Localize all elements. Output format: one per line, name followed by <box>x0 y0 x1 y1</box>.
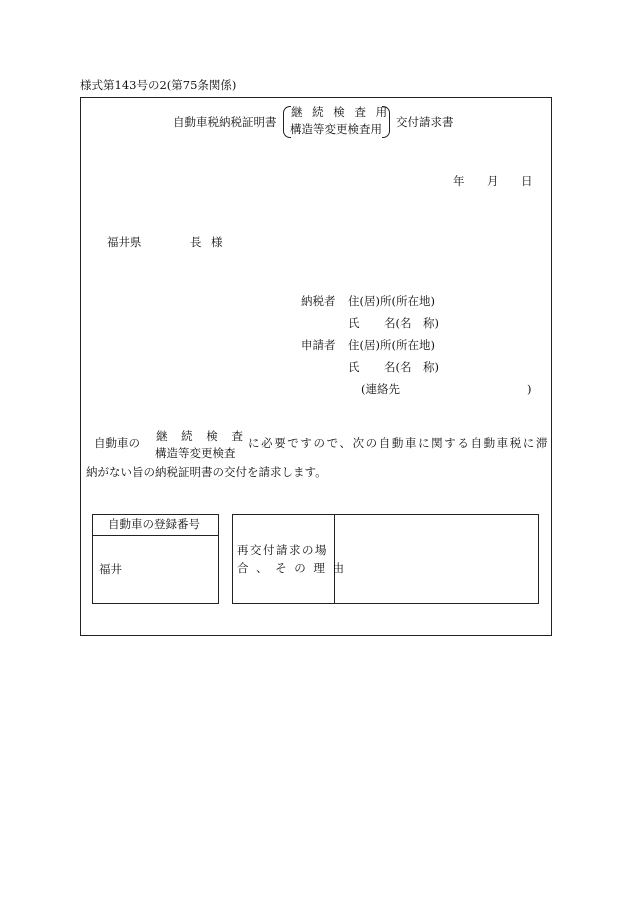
title-right-bracket <box>382 106 390 138</box>
title-suffix: 交付請求書 <box>396 115 454 129</box>
form-number: 様式第143号の2(第75条関係) <box>80 78 237 92</box>
applicant-address-label: 住(居)所(所在地) <box>348 338 435 352</box>
addressee-chief: 長 <box>190 235 202 249</box>
date-month-label: 月 <box>487 174 499 188</box>
body-prefix: 自動車の <box>94 436 140 450</box>
title-option-continuous-inspection: 継 続 検 査 用 <box>291 105 391 119</box>
body-option-continuous-inspection: 継 続 検 査 <box>156 429 248 443</box>
reissue-divider <box>334 514 335 604</box>
addressee-prefecture: 福井県 <box>107 235 142 249</box>
registration-value[interactable]: 福井 <box>99 562 122 576</box>
date-day-label: 日 <box>521 174 533 188</box>
registration-header-divider <box>92 535 219 536</box>
body-option-structural-change: 構造等変更検査 <box>155 446 236 460</box>
applicant-name-label-1: 氏 <box>348 360 360 374</box>
title-option-structural-change: 構造等変更検査用 <box>290 122 382 136</box>
applicant-contact-label: (連絡先 <box>361 382 400 396</box>
title-main: 自動車税納税証明書 <box>173 115 277 129</box>
taxpayer-name-label-1: 氏 <box>348 316 360 330</box>
taxpayer-address-label: 住(居)所(所在地) <box>348 294 435 308</box>
date-year-label: 年 <box>453 174 465 188</box>
applicant-name-label-2: 名(名 称) <box>384 360 439 374</box>
applicant-contact-close: ) <box>527 382 532 396</box>
taxpayer-name-label-2: 名(名 称) <box>384 316 439 330</box>
taxpayer-label: 納税者 <box>301 294 336 308</box>
reissue-label-line2: 合、その理由 <box>237 561 352 575</box>
reissue-reason-box <box>232 514 539 604</box>
addressee-honorific: 様 <box>211 235 223 249</box>
body-line1-rest: に必要ですので、次の自動車に関する自動車税に滞 <box>248 436 550 450</box>
registration-header: 自動車の登録番号 <box>108 517 200 531</box>
reissue-label-line1: 再交付請求の場 <box>237 543 328 557</box>
body-line2: 納がない旨の納税証明書の交付を請求します。 <box>86 465 327 479</box>
applicant-label: 申請者 <box>301 338 336 352</box>
